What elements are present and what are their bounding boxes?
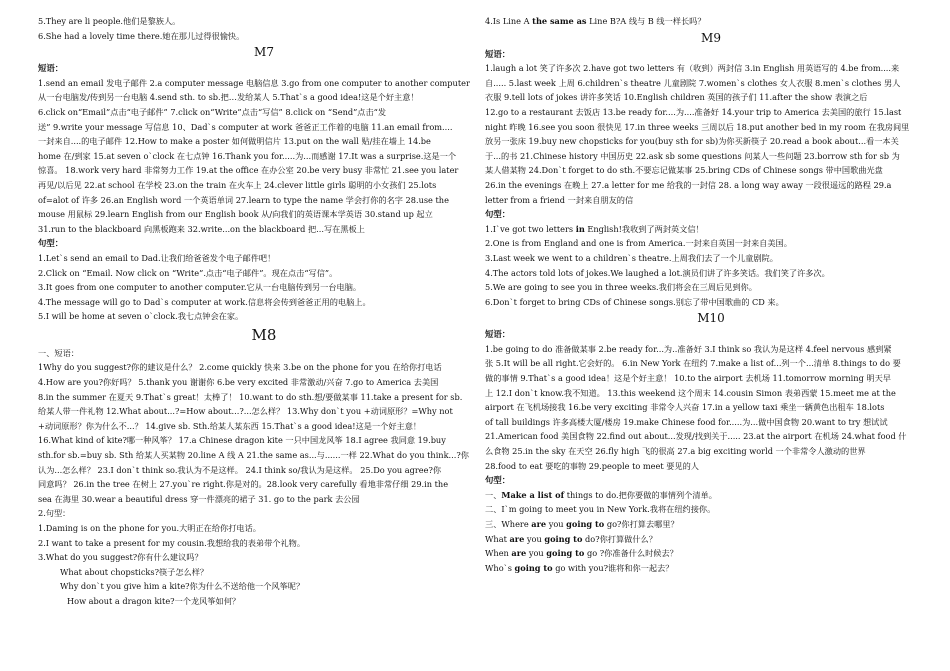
text-line: 某人借某物 24.Don`t forget to do sth.不要忘记做某事 25.bring CDs of Chinese songs 带中国歌曲光盘	[485, 165, 883, 176]
text-line: 再见/以后见 22.at school 在学校 23.on the train 在火车上 24.clever little girls 聪明的小女孩们 25.lots	[38, 179, 437, 190]
text-line: 给某人带一件礼物 12.What about...?=How about...?...怎么样？ 13.Why don`t you +动词原形？=Why not	[38, 406, 453, 417]
text-line: 二、I`m going to meet you in New York.我将在纽约接你。	[485, 504, 716, 515]
text-line: 1.laugh a lot 笑了许多次 2.have got two letters 有（收到）两封信 3.in English 用英语写的 4.be from....来	[485, 63, 900, 74]
left-column	[38, 14, 490, 609]
text-line: 5.We are going to see you in three weeks.我们将会在三周后见到你。	[485, 282, 757, 293]
text-line: 做的事情 9.That`s a good idea！这是个好主意！ 10.to the airport 去机场 11.tomorrow morning 明天早	[485, 373, 891, 384]
text-line: 12.go to a restaurant 去饭店 13.be ready for....为....准备好 14.your trip to America 去美国的旅行 15.last	[485, 106, 902, 117]
text-line: 31.run to the blackboard 向黑板跑来 32.write...on the blackboard 把...写在黑板上	[38, 223, 365, 234]
text-line: 4.The actors told lots of jokes.We laughed a lot.演员们讲了许多笑话。我们笑了许多次。	[485, 267, 830, 278]
text-line: 同意吗？ 26.in the tree 在树上 27.you`re right.你是对的。28.look very carefully 看地非常仔细 29.in the	[38, 479, 449, 490]
section-title-m9: M9	[701, 30, 721, 45]
section-title-m7: M7	[254, 45, 274, 60]
vocab-label: 短语：	[38, 63, 64, 74]
text-line: 于...的书 21.Chinese history 中国历史 22.ask sb some questions 问某人一些问题 23.borrow sth for sb 为	[485, 150, 900, 161]
section-title-m8: M8	[251, 325, 277, 344]
text-line: 1Why do you suggest?你的建议是什么？ 2.come quickly 快来 3.be on the phone for you 在给你打电话	[38, 362, 442, 373]
text-line: 衣服 9.tell lots of jokes 讲许多笑话 10.English children 英国的孩子们 11.after the show 表演之后	[485, 92, 868, 103]
text-line: home 在/到家 15.at seven o`clock 在七点钟 16.Thank you for.....为...而感谢 17.It was a surprise.这是一个	[38, 150, 457, 161]
text-line: 6.She had a lovely time there.她在那儿过得很愉快。	[38, 30, 245, 41]
text-line: 21.American food 美国食物 22.find out about...发现/找到关于..... 23.at the airport 在机场 24.what food 什	[485, 431, 907, 442]
text-line: When are you going to go ?你准备什么时候去？	[485, 548, 678, 559]
text-line: 送” 9.write your message 写信息 10、Dad`s computer at work 爸爸正工作着的电脑 11.an email from....	[38, 121, 453, 132]
text-line: 3.Last week we went to a children`s theatre.上周我们去了一个儿童剧院。	[485, 252, 778, 263]
m7-sentence-block	[38, 251, 490, 324]
m8-vocab-block	[38, 360, 490, 506]
text-line: 张 5.It will be all right.它会好的。 6.in New York 在纽约 7.make a list of...列一个...清单 8.things to do 要	[485, 358, 901, 369]
text-line: 5.They are li people.他们是黎族人。	[38, 16, 181, 26]
text-line: 2.One is from England and one is from America.一封来自英国一封来自美国。	[485, 238, 792, 249]
vocab-label: 短语：	[485, 329, 511, 340]
text-line: 4.How are you?你好吗？ 5.thank you 谢谢你 6.be very excited 非常激动/兴奋 7.go to America 去美国	[38, 377, 439, 388]
text-line: 1.send an email 发电子邮件 2.a computer message 电脑信息 3.go from one computer to another computer	[38, 77, 470, 88]
text-line: letter from a friend 一封来自朋友的信	[485, 194, 634, 205]
text-line: 2.Click on “Email. Now click on “Write”.点击“电子邮件”。现在点击“写信”。	[38, 267, 338, 278]
text-line: +动词原形？你为什么不...？ 14.give sb. Sth.给某人某东西 15.That`s a good idea!这是一个好主意！	[38, 420, 422, 431]
text-line: sea 在海里 30.wear a beautiful dress 穿一件漂亮的裙子 31. go to the park 去公园	[38, 493, 360, 504]
text-line: 一封来自....的电子邮件 12.How to make a poster 如何做明信片 13.put on the wall 贴/挂在墙上 14.be	[38, 136, 431, 147]
m10-sentence-block	[485, 488, 937, 576]
text-line: Why don`t you give him a kite?你为什么不送给他一个风筝呢？	[60, 581, 305, 592]
text-line: of tall buildings 许多高楼大厦/楼房 19.make Chinese food for.....为...做中国食物 20.want to try 想试试	[485, 416, 888, 427]
text-line: 1.I`ve got two letters in English!我收到了两封英文信！	[485, 223, 704, 234]
text-line: 5.I will be home at seven o`clock.我七点钟会在家。	[38, 311, 244, 322]
m10-vocab-block	[485, 342, 937, 473]
text-line: mouse 用鼠标 29.learn English from our English book 从/向我们的英语课本学英语 30.stand up 起立	[38, 209, 433, 220]
m9-sentence-block	[485, 222, 937, 310]
text-line: 3.What do you suggest?你有什么建议吗？	[38, 552, 203, 563]
text-line: 从一台电脑发/传到另一台电脑 4.send sth. to sb.把…发给某人 5.That`s a good idea!这是个好主意！	[38, 92, 419, 103]
text-line: night 昨晚 16.see you soon 很快见 17.in three weeks 三周以后 18.put another bed in my room 在我房间里	[485, 121, 910, 132]
text-line: 上 12.I don`t know.我不知道。 13.this weekend 这个周末 14.cousin Simon 表弟西蒙 15.meet me at the	[485, 387, 896, 398]
text-line: of=alot of 许多 26.an English word 一个英语单词 27.learn to type the name 学会打你的名字 28.use the	[38, 194, 449, 205]
text-line: 26.in the evenings 在晚上 27.a letter for me 给我的一封信 28. a long way away 一段很遥远的路程 29.a	[485, 179, 892, 190]
m8-sentence-block	[38, 521, 490, 609]
text-line: Who`s going to go with you?谁将和你一起去？	[485, 562, 674, 573]
text-line: 三、Where are you going to go?你打算去哪里？	[485, 519, 679, 529]
sentence-label: 句型：	[485, 475, 511, 486]
text-line: 惊喜。 18.work very hard 非常努力工作 19.at the office 在办公室 20.be very busy 非常忙 21.see you later	[38, 165, 459, 176]
vocab-label: 一、短语：	[38, 347, 79, 358]
text-line: How about a dragon kite?一个龙风筝如何？	[67, 595, 241, 606]
sentence-label: 句型：	[485, 209, 511, 220]
text-line: 4.The message will go to Dad`s computer at work.信息将会传到爸爸正用的电脑上。	[38, 296, 371, 307]
text-line: 28.food to eat 要吃的事物 29.people to meet 要见的人	[485, 460, 699, 471]
text-line: 3.It goes from one computer to another computer.它从一台电脑传到另一台电脑。	[38, 282, 362, 293]
text-line: 么食物 25.in the sky 在天空 26.fly high 飞的很高 27.a big exciting world 一个非常令人激动的世界	[485, 446, 866, 457]
text-line: 放另一张床 19.buy new chopsticks for you(buy sth for sb)为你买新筷子 20.read a book about...看一本关	[485, 136, 899, 147]
right-column	[485, 14, 937, 575]
text-line: 6.click on“Email”点击“电子邮件” 7.click on“Write”点击“写信” 8.click on “Send”点击“发	[38, 106, 387, 117]
sentence-label: 句型：	[38, 238, 64, 249]
text-line: 8.in the summer 在夏天 9.That`s great！太棒了！ 10.want to do sth.想/要做某事 11.take a present for sb.	[38, 391, 463, 402]
text-line: 6.Don`t forget to bring CDs of Chinese songs.别忘了带中国歌曲的 CD 来。	[485, 296, 784, 307]
text-line: 16.What kind of kite?哪一种风筝？ 17.a Chinese dragon kite 一只中国龙风筝 18.I agree 我同意 19.buy	[38, 435, 446, 446]
text-line: 一、Make a list of things to do.把你要做的事情列个清单。	[485, 489, 717, 500]
text-line: 1.be going to do 准备做某事 2.be ready for...为..准备好 3.I think so 我认为是这样 4.feel nervous 感到紧	[485, 343, 892, 354]
m7-vocab-block	[38, 76, 490, 237]
section-title-m10: M10	[697, 311, 725, 326]
text-line: 自..... 5.last week 上周 6.children`s theatre 儿童剧院 7.women`s clothes 女人衣服 8.men`s clothes 男人	[485, 77, 901, 88]
m9-vocab-block	[485, 61, 937, 207]
text-line: 4.Is Line A the same as Line B?A 线与 B 线一样长吗？	[485, 16, 706, 26]
text-line: sth.for sb.=buy sb. Sth 给某人买某物 20.line A 线 A 21.the same as...与......一样 22.What do you think...?你	[38, 450, 469, 461]
text-line: 1.Let`s send an email to Dad.让我们给爸爸发个电子邮件吧！	[38, 252, 276, 263]
text-line: 认为...怎么样？ 23.I don`t think so.我认为不是这样。 24.I think so/我认为是这样。 25.Do you agree?你	[38, 464, 442, 475]
text-line: What about chopsticks?筷子怎么样？	[60, 566, 209, 577]
vocab-label: 短语：	[485, 48, 511, 59]
text-line: 2.I want to take a present for my cousin.我想给我的表弟带个礼物。	[38, 537, 306, 548]
text-line: 1.Daming is on the phone for you.大明正在给你打电话。	[38, 523, 261, 533]
sentence-label: 2.句型：	[38, 508, 71, 519]
text-line: What are you going to do?你打算做什么？	[485, 533, 657, 544]
text-line: airport 在飞机场接我 16.be very exciting 非常令人兴奋 17.in a yellow taxi 乘坐一辆黄色出租车 18.lots	[485, 402, 885, 413]
